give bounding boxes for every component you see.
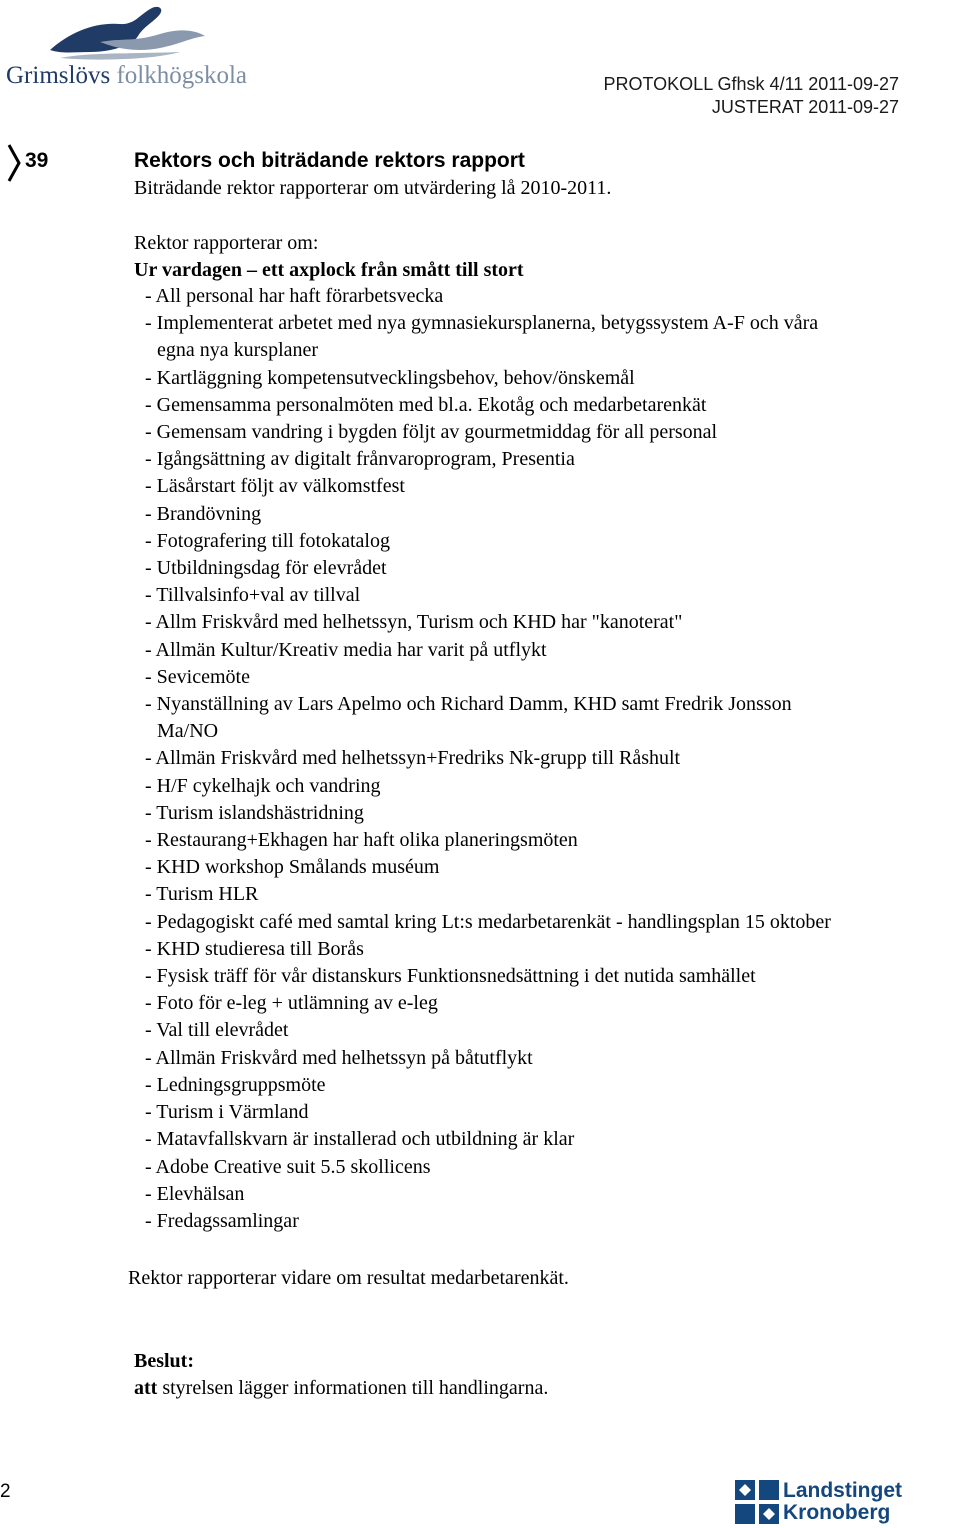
list-item: - Allmän Friskvård med helhetssyn på båtutflykt [145,1046,533,1069]
list-item: - Igångsättning av digitalt frånvaroprogram, Presentia [145,448,575,471]
protocol-header: PROTOKOLL Gfhsk 4/11 2011-09-27 [603,74,899,94]
list-item: - Restaurang+Ekhagen har haft olika planeringsmöten [145,829,578,852]
list-item: - Foto för e-leg + utlämning av e-leg [145,992,438,1015]
list-item: - Val till elevrådet [145,1019,289,1042]
list-item: - KHD studieresa till Borås [145,937,364,960]
beslut-body: styrelsen lägger informationen till handlingarna. [157,1377,549,1399]
rektor-label: Rektor rapporterar om: [134,232,319,254]
list-item: - Läsårstart följt av välkomstfest [145,475,405,498]
beslut-text [134,1376,548,1400]
list-item: - Sevicemöte [145,665,250,688]
beslut-label: Beslut: [134,1350,194,1372]
list-item: - Fysisk träff för vår distanskurs Funktionsnedsättning i det nutida samhället [145,965,756,988]
subheading: Ur vardagen – ett axplock från smått till stort [134,259,524,281]
list-item: Ma/NO [157,720,219,743]
report-items-list [145,283,831,1235]
list-item: - Elevhälsan [145,1182,245,1205]
list-item: - Turism islandshästridning [145,801,364,824]
list-item: - Gemensam vandring i bygden följt av gourmetmiddag för all personal [145,421,718,444]
section-title: Rektors och biträdande rektors rapport [134,149,525,172]
logo-name-part2: folkhögskola [116,62,247,89]
list-item: - Allm Friskvård med helhetssyn, Turism och KHD har "kanoterat" [145,611,683,634]
list-item: - Kartläggning kompetensutvecklingsbehov, behov/önskemål [145,366,635,389]
list-item: - H/F cykelhajk och vandring [145,774,381,797]
list-item: - Fotografering till fotokatalog [145,529,390,552]
school-logo [0,0,260,100]
list-item: - Pedagogiskt café med samtal kring Lt:s medarbetarenkät - handlingsplan 15 oktober [145,910,831,933]
section-number: 39 [25,149,49,172]
closing-text: Rektor rapporterar vidare om resultat medarbetarenkät. [128,1267,569,1289]
list-item: - Matavfallskvarn är installerad och utbildning är klar [145,1128,575,1151]
list-item: - Utbildningsdag för elevrådet [145,557,387,580]
list-item: - Brandövning [145,502,262,525]
justerat-header: JUSTERAT 2011-09-27 [711,97,899,117]
list-item: - Allmän Friskvård med helhetssyn+Fredriks Nk-grupp till Råshult [145,747,681,770]
landstinget-mark-icon [735,1480,779,1524]
list-item: - Turism HLR [145,883,259,906]
beslut-att: att [134,1377,158,1399]
list-item: - Turism i Värmland [145,1101,309,1124]
list-item: - KHD workshop Smålands muséum [145,856,440,879]
list-item: egna nya kursplaner [157,339,319,362]
logo-name-part1: Grimslövs [6,62,111,89]
list-item: - All personal har haft förarbetsvecka [145,285,444,307]
list-item: - Fredagssamlingar [145,1209,299,1232]
list-item: - Adobe Creative suit 5.5 skollicens [145,1155,431,1178]
list-item: - Tillvalsinfo+val av tillval [145,584,361,607]
page-number: 2 [0,1481,11,1502]
org-line1: Landstinget [783,1479,902,1502]
list-item: - Nyanställning av Lars Apelmo och Richard Damm, KHD samt Fredrik Jonsson [145,693,792,716]
landstinget-logo [735,1478,907,1528]
list-item: - Ledningsgruppsmöte [145,1073,326,1096]
list-item: - Gemensamma personalmöten med bl.a. Ekotåg och medarbetarenkät [145,393,707,416]
list-item: - Implementerat arbetet med nya gymnasiekursplanerna, betygssystem A-F och våra [145,312,819,335]
list-item: - Allmän Kultur/Kreativ media har varit på utflykt [145,638,547,661]
bullet-arrow-icon [6,143,24,183]
bird-logo-icon [40,2,210,64]
section-intro: Biträdande rektor rapporterar om utvärdering lå 2010-2011. [134,177,612,199]
org-line2: Kronoberg [783,1501,891,1524]
